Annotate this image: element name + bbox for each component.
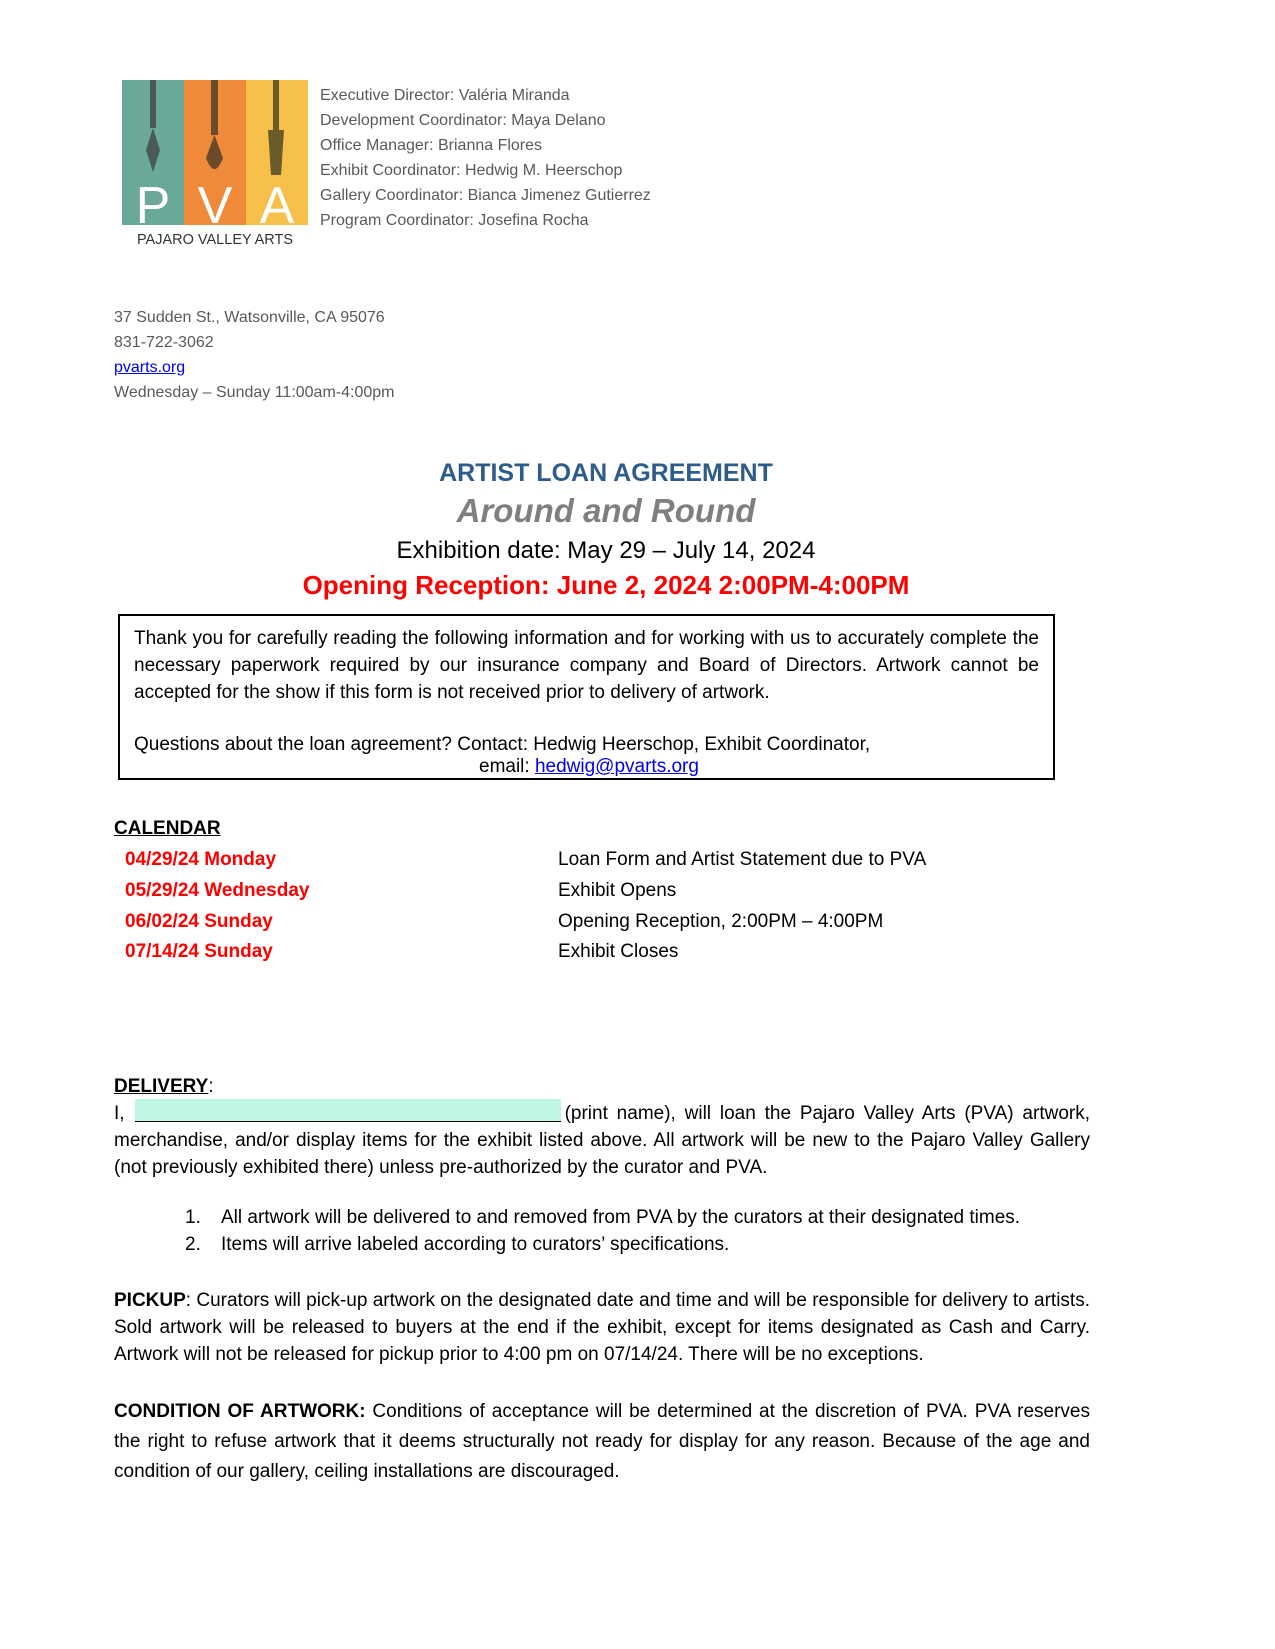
calendar-heading: CALENDAR <box>114 818 221 839</box>
exhibition-title: Around and Round <box>456 492 756 529</box>
calendar-date: 07/14/24 Sunday <box>125 941 273 962</box>
delivery-heading: DELIVERY <box>114 1076 209 1097</box>
list-text: Items will arrive labeled according to curators’ specifications. <box>221 1234 730 1255</box>
pickup-text: : Curators will pick-up artwork on the designated date and time and will be responsible for delivery to artists. Sold artwork will be released to buyers at the end if the exhibit, except for items designated as Cash and Carry. Artwork will not be released for pickup prior to 4:00 pm on 07/14/24. There will be no exceptions. <box>114 1290 1090 1365</box>
notice-paragraph: Thank you for carefully reading the following information and for working with us to accurately complete the necessary paperwork required by our insurance company and Board of Directors. Artwork cannot be accepted for the show if this form is not received prior to delivery of artwork. <box>134 628 1039 703</box>
logo-letter-p: P <box>135 177 171 235</box>
condition-text: Conditions of acceptance will be determined at the discretion of PVA. PVA reserves the right to refuse artwork that it deems structurally not ready for display for any reason. Because of the age and condition of our gallery, ceiling installations are discouraged. <box>114 1401 1090 1482</box>
contact-block <box>114 305 394 405</box>
hours: Wednesday – Sunday 11:00am-4:00pm <box>114 384 395 401</box>
address: 37 Sudden St., Watsonville, CA 95076 <box>114 309 385 326</box>
pickup-heading: PICKUP <box>114 1290 186 1311</box>
exhibition-dates: Exhibition date: May 29 – July 14, 2024 <box>396 537 816 564</box>
staff-line: Executive Director: Valéria Miranda <box>320 87 570 104</box>
delivery-paragraph <box>114 1099 1090 1181</box>
email-label: email: <box>479 756 535 777</box>
staff-line: Gallery Coordinator: Bianca Jimenez Gutierrez <box>320 187 651 204</box>
notice-box <box>118 614 1055 780</box>
delivery-heading-line <box>114 1073 1090 1100</box>
print-name-field[interactable] <box>135 1099 561 1122</box>
list-text: All artwork will be delivered to and removed from PVA by the curators at their designated times. <box>221 1207 1021 1228</box>
condition-heading: CONDITION OF ARTWORK: <box>114 1401 366 1422</box>
website-link[interactable]: pvarts.org <box>114 359 186 376</box>
calendar-event: Exhibit Opens <box>558 880 677 901</box>
logo-letter-a: A <box>259 177 295 235</box>
staff-line: Program Coordinator: Josefina Rocha <box>320 212 589 229</box>
pickup-paragraph <box>114 1287 1090 1368</box>
delivery-text: (print name), will loan the Pajaro Valley Arts (PVA) artwork, merchandise, and/or display items for the exhibit listed above. All artwork will be new to the Pajaro Valley Gallery (not previously exhibited there) unless pre-authorized by the curator and PVA. <box>114 1103 1090 1178</box>
list-number: 2. <box>185 1234 201 1255</box>
staff-line: Development Coordinator: Maya Delano <box>320 112 606 129</box>
email-link[interactable]: hedwig@pvarts.org <box>534 756 699 777</box>
logo-org-name: PAJARO VALLEY ARTS <box>136 232 294 248</box>
list-item <box>185 1234 729 1256</box>
delivery-colon: : <box>208 1076 214 1097</box>
document-title: ARTIST LOAN AGREEMENT <box>439 459 773 487</box>
opening-reception: Opening Reception: June 2, 2024 2:00PM-4:00PM <box>302 570 910 600</box>
delivery-prefix: I, <box>114 1103 125 1124</box>
calendar-date: 05/29/24 Wednesday <box>125 880 310 901</box>
pva-logo <box>122 80 308 250</box>
calendar-event: Opening Reception, 2:00PM – 4:00PM <box>558 911 884 932</box>
calendar-event: Loan Form and Artist Statement due to PVA <box>558 849 927 870</box>
staff-line: Exhibit Coordinator: Hedwig M. Heerschop <box>320 162 623 179</box>
staff-list <box>320 83 651 233</box>
calendar-date: 04/29/24 Monday <box>125 849 277 870</box>
notice-email-line <box>134 758 1039 775</box>
calendar-event: Exhibit Closes <box>558 941 679 962</box>
phone: 831-722-3062 <box>114 334 214 351</box>
list-number: 1. <box>185 1207 201 1228</box>
logo-letter-v: V <box>197 177 233 235</box>
calendar-date: 06/02/24 Sunday <box>125 911 273 932</box>
condition-paragraph <box>114 1397 1090 1487</box>
notice-questions: Questions about the loan agreement? Contact: Hedwig Heerschop, Exhibit Coordinator, <box>134 734 871 755</box>
list-item <box>185 1207 1020 1229</box>
staff-line: Office Manager: Brianna Flores <box>320 137 543 154</box>
